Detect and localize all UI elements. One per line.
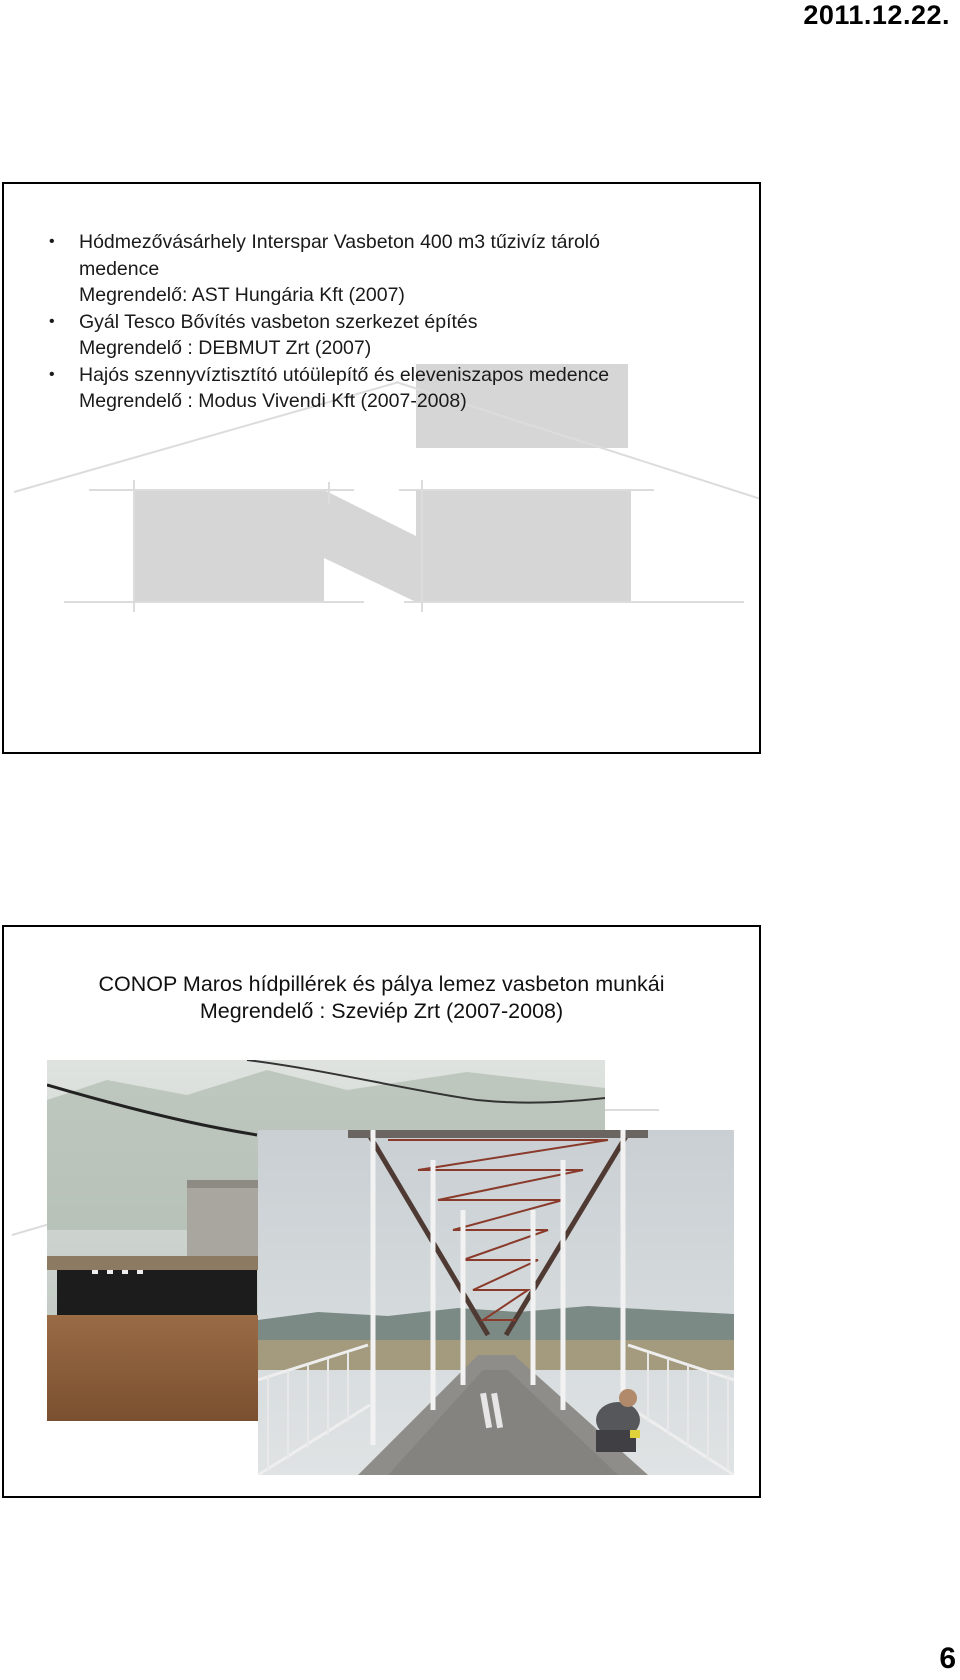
bridge-deck-photo: [258, 1130, 734, 1475]
slide-title: [4, 971, 759, 1025]
slide-1: [2, 182, 761, 754]
slide-title-line2: Megrendelő : Szeviép Zrt (2007-2008): [199, 999, 564, 1023]
header-date: 2011.12.22.: [803, 0, 950, 30]
client-line: Megrendelő : DEBMUT Zrt (2007): [79, 337, 372, 359]
list-item: • Hajós szennyvíztisztító utóülepítő és eleveniszapos medence: [42, 362, 742, 389]
slide-2: [2, 925, 761, 1498]
client-line: Megrendelő: AST Hungária Kft (2007): [79, 284, 405, 306]
client-line: Megrendelő : Modus Vivendi Kft (2007-2008): [79, 390, 467, 412]
page-number: 6: [939, 1642, 956, 1675]
list-item-continuation: medence: [79, 257, 160, 280]
list-item: • Gyál Tesco Bővítés vasbeton szerkezet építés: [42, 309, 742, 336]
list-item: • Hódmezővásárhely Interspar Vasbeton 400 m3 tűzivíz tároló: [42, 229, 742, 256]
slide-title-line1: CONOP Maros hídpillérek és pálya lemez vasbeton munkái: [98, 972, 665, 996]
project-list: [42, 229, 742, 415]
